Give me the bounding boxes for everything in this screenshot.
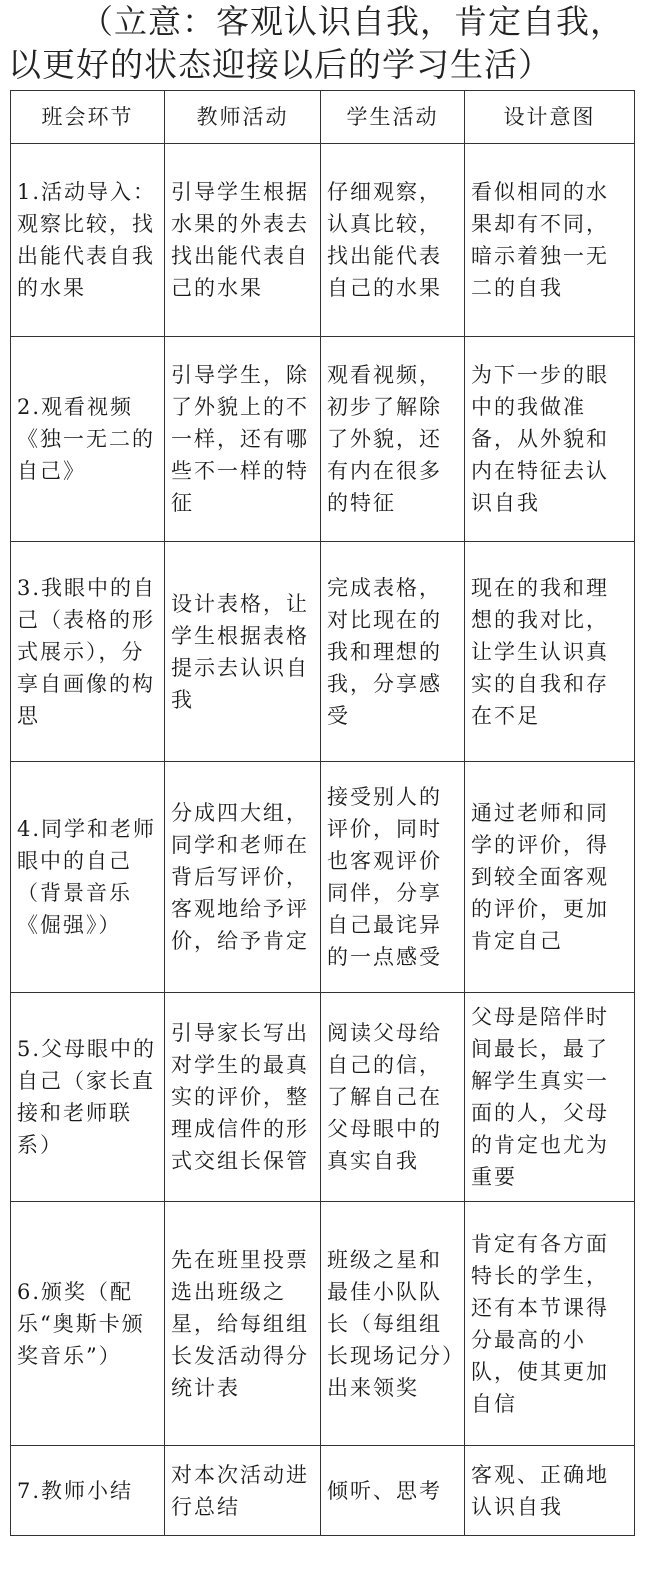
table-row xyxy=(11,542,635,762)
cell-design-intent: 肯定有各方面特长的学生，还有本节课得分最高的小队，使其更加自信 xyxy=(465,1202,635,1446)
cell-design-intent: 客观、正确地认识自我 xyxy=(465,1446,635,1536)
cell-student-activity: 接受别人的评价，同时也客观评价同伴，分享自己最诧异的一点感受 xyxy=(321,762,465,993)
table-row xyxy=(11,993,635,1202)
class-meeting-plan-table xyxy=(10,90,635,1536)
cell-teacher-activity: 对本次活动进行总结 xyxy=(165,1446,321,1536)
cell-stage: 4.同学和老师眼中的自己（背景音乐《倔强》） xyxy=(11,762,165,993)
cell-student-activity: 班级之星和最佳小队队长（每组组长现场记分）出来领奖 xyxy=(321,1202,465,1446)
cell-design-intent: 为下一步的眼中的我做准备，从外貌和内在特征去认识自我 xyxy=(465,337,635,542)
table-row xyxy=(11,1446,635,1536)
cell-design-intent: 父母是陪伴时间最长，最了解学生真实一面的人，父母的肯定也尤为重要 xyxy=(465,993,635,1202)
cell-teacher-activity: 设计表格，让学生根据表格提示去认识自我 xyxy=(165,542,321,762)
cell-student-activity: 完成表格，对比现在的我和理想的我，分享感受 xyxy=(321,542,465,762)
header-design-intent: 设计意图 xyxy=(465,91,635,144)
cell-stage: 6.颁奖（配乐“奥斯卡颁奖音乐”） xyxy=(11,1202,165,1446)
table-row xyxy=(11,337,635,542)
header-teacher-activity: 教师活动 xyxy=(165,91,321,144)
intro-text xyxy=(8,0,648,86)
cell-teacher-activity: 先在班里投票选出班级之星，给每组组长发活动得分统计表 xyxy=(165,1202,321,1446)
cell-teacher-activity: 引导学生根据水果的外表去找出能代表自己的水果 xyxy=(165,144,321,337)
cell-design-intent: 看似相同的水果却有不同，暗示着独一无二的自我 xyxy=(465,144,635,337)
cell-design-intent: 现在的我和理想的我对比，让学生认识真实的自我和存在不足 xyxy=(465,542,635,762)
intro-line-1: （立意：客观认识自我，肯定自我， xyxy=(80,2,624,41)
cell-student-activity: 观看视频，初步了解除了外貌，还有内在很多的特征 xyxy=(321,337,465,542)
header-student-activity: 学生活动 xyxy=(321,91,465,144)
cell-teacher-activity: 分成四大组，同学和老师在背后写评价，客观地给予评价，给予肯定 xyxy=(165,762,321,993)
cell-stage: 3.我眼中的自己（表格的形式展示），分享自画像的构思 xyxy=(11,542,165,762)
table-row xyxy=(11,762,635,993)
cell-student-activity: 仔细观察，认真比较，找出能代表自己的水果 xyxy=(321,144,465,337)
cell-stage: 1.活动导入：观察比较，找出能代表自我的水果 xyxy=(11,144,165,337)
header-stage: 班会环节 xyxy=(11,91,165,144)
cell-student-activity: 倾听、思考 xyxy=(321,1446,465,1536)
cell-teacher-activity: 引导学生，除了外貌上的不一样，还有哪些不一样的特征 xyxy=(165,337,321,542)
cell-stage: 2.观看视频《独一无二的自己》 xyxy=(11,337,165,542)
cell-design-intent: 通过老师和同学的评价，得到较全面客观的评价，更加肯定自己 xyxy=(465,762,635,993)
table-row xyxy=(11,144,635,337)
cell-stage: 7.教师小结 xyxy=(11,1446,165,1536)
table-header-row xyxy=(11,91,635,144)
cell-teacher-activity: 引导家长写出对学生的最真实的评价，整理成信件的形式交组长保管 xyxy=(165,993,321,1202)
cell-stage: 5.父母眼中的自己（家长直接和老师联系） xyxy=(11,993,165,1202)
intro-line-2: 以更好的状态迎接以后的学习生活） xyxy=(8,45,552,84)
cell-student-activity: 阅读父母给自己的信，了解自己在父母眼中的真实自我 xyxy=(321,993,465,1202)
table-row xyxy=(11,1202,635,1446)
